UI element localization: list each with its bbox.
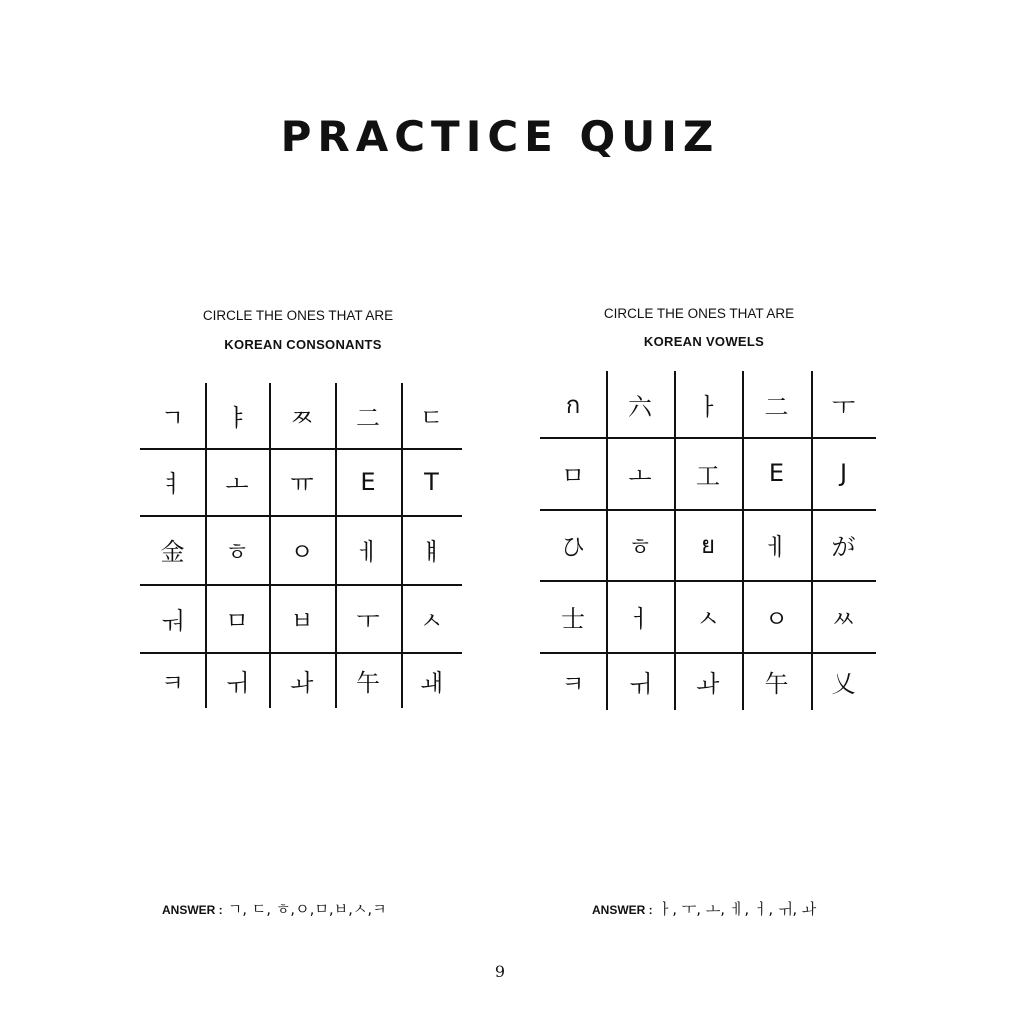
- quiz-cell[interactable]: ㅎ: [628, 533, 652, 561]
- quiz-cell[interactable]: 二: [764, 392, 789, 421]
- quiz-cell[interactable]: 六: [628, 392, 652, 421]
- quiz-cell[interactable]: ㅔ: [356, 538, 380, 566]
- quiz-cell[interactable]: ㅝ: [160, 606, 185, 635]
- vowels-answer: [592, 898, 816, 919]
- consonants-instruction-emphasis: KOREAN CONSONANTS: [224, 337, 382, 352]
- quiz-cell[interactable]: ㅏ: [696, 392, 720, 421]
- quiz-cell[interactable]: ㅟ: [628, 669, 652, 698]
- quiz-cell[interactable]: 士: [561, 604, 585, 633]
- quiz-cell[interactable]: ㅘ: [290, 668, 314, 697]
- page-title: PRACTICE QUIZ: [280, 112, 720, 161]
- quiz-cell[interactable]: 金: [160, 538, 185, 566]
- page-number: 9: [494, 962, 506, 981]
- quiz-cell[interactable]: ㅁ: [225, 606, 249, 635]
- quiz-cell[interactable]: ก: [565, 390, 581, 419]
- quiz-cell[interactable]: ㅕ: [160, 470, 185, 498]
- quiz-cell[interactable]: ㅋ: [561, 669, 585, 698]
- quiz-cell[interactable]: ㅒ: [419, 538, 444, 566]
- quiz-cell[interactable]: ㅅ: [419, 606, 444, 635]
- quiz-cell[interactable]: ひ: [561, 533, 585, 561]
- quiz-cell[interactable]: E: [360, 467, 376, 496]
- quiz-cell[interactable]: E: [768, 459, 785, 487]
- quiz-cell[interactable]: ㄱ: [160, 404, 185, 432]
- quiz-cell[interactable]: ㅁ: [561, 461, 585, 490]
- quiz-cell[interactable]: ㅑ: [225, 404, 249, 432]
- quiz-cell[interactable]: ย: [700, 531, 716, 559]
- quiz-cell[interactable]: ㅅ: [696, 604, 720, 633]
- quiz-cell[interactable]: ㅂ: [290, 606, 314, 635]
- quiz-cell[interactable]: ㅘ: [696, 669, 720, 698]
- quiz-cell[interactable]: ㅋ: [160, 668, 185, 697]
- answer-label: ANSWER :: [162, 903, 223, 917]
- quiz-cell[interactable]: 午: [356, 668, 380, 697]
- quiz-cell[interactable]: ㅜ: [831, 392, 856, 421]
- quiz-cell[interactable]: 二: [356, 404, 380, 432]
- quiz-cell[interactable]: ㅗ: [225, 470, 249, 498]
- vowels-instruction: CIRCLE THE ONES THAT ARE: [603, 306, 795, 321]
- quiz-cell[interactable]: ㅙ: [419, 668, 444, 697]
- quiz-cell[interactable]: ㅠ: [290, 470, 314, 498]
- quiz-cell[interactable]: ㅆ: [831, 604, 856, 633]
- vowels-instruction-emphasis: KOREAN VOWELS: [643, 334, 765, 349]
- quiz-cell[interactable]: ㅜ: [356, 606, 380, 635]
- quiz-cell[interactable]: 乂: [831, 669, 856, 698]
- answer-value: ㅏ, ㅜ, ㅗ, ㅔ, ㅓ, ㅟ, ㅘ: [657, 900, 817, 918]
- answer-value: ㄱ, ㄷ, ㅎ,ㅇ,ㅁ,ㅂ,ㅅ,ㅋ: [227, 900, 387, 918]
- quiz-cell[interactable]: ㅇ: [764, 604, 789, 633]
- quiz-cell[interactable]: 午: [764, 669, 789, 698]
- quiz-cell[interactable]: ㅓ: [628, 604, 652, 633]
- quiz-cell[interactable]: が: [831, 533, 856, 561]
- quiz-cell[interactable]: ㄷ: [419, 404, 444, 432]
- quiz-cell[interactable]: ㅟ: [225, 668, 249, 697]
- answer-label: ANSWER :: [592, 903, 653, 917]
- quiz-cell[interactable]: ㅗ: [628, 461, 652, 490]
- quiz-cell[interactable]: ㅉ: [290, 404, 314, 432]
- quiz-cell[interactable]: ㅇ: [290, 538, 314, 566]
- quiz-cell[interactable]: ㅎ: [225, 538, 249, 566]
- quiz-cell[interactable]: ㅔ: [764, 533, 789, 561]
- quiz-cell[interactable]: 工: [696, 461, 720, 490]
- consonants-answer: [162, 898, 387, 919]
- quiz-cell[interactable]: T: [424, 467, 439, 496]
- consonants-instruction: CIRCLE THE ONES THAT ARE: [202, 308, 394, 323]
- quiz-cell[interactable]: J: [839, 459, 848, 487]
